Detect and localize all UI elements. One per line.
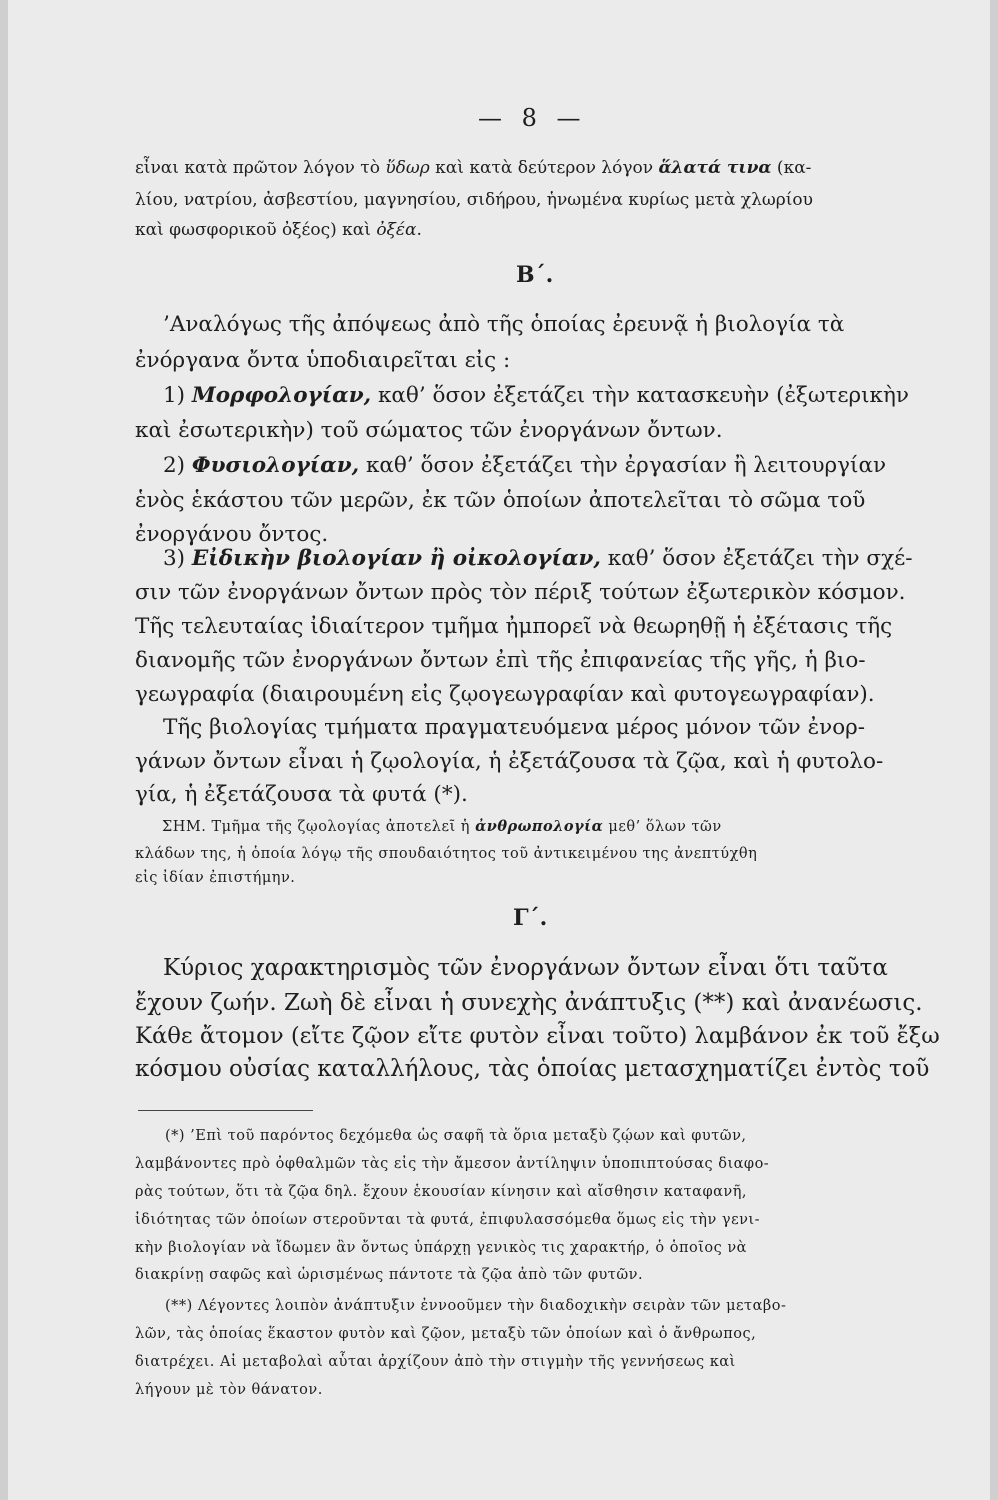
section-b-heading: Β΄.: [516, 262, 554, 288]
note-line-2: κλάδων της, ἡ ὁποία λόγῳ τῆς σπουδαιότητος τοῦ ἀντικειμένου της ἀνεπτύχθη: [135, 846, 758, 862]
list-item-3-cont-1: σιν τῶν ἐνοργάνων ὄντων πρὸς τὸν πέριξ τούτων ἐξωτερικὸν κόσμον.: [135, 580, 906, 605]
term-physiology: Φυσιολογίαν,: [191, 453, 360, 478]
note-line-3: εἰς ἰδίαν ἐπιστήμην.: [135, 870, 296, 886]
section-c-line-2: ἔχουν ζωήν. Ζωὴ δὲ εἶναι ἡ συνεχὴς ἀνάπτυξις (**) καὶ ἀνανέωσις.: [135, 990, 923, 1016]
left-page-edge: [0, 0, 8, 1500]
footnote-2-line-1: (**) Λέγοντες λοιπὸν ἀνάπτυξιν ἐννοοῦμεν τὴν διαδοχικὴν σειρὰν τῶν μεταβο-: [165, 1298, 787, 1314]
section-c-line-4: κόσμου οὐσίας καταλλήλους, τὰς ὁποίας μετασχηματίζει ἐντὸς τοῦ: [135, 1056, 930, 1082]
section-b-p2-line-3: γία, ἡ ἐξετάζουσα τὰ φυτά (*).: [135, 782, 468, 807]
section-b-p1-line-2: ἐνόργανα ὄντα ὑποδιαιρεῖται εἰς :: [135, 348, 511, 373]
footnote-1-line-1: (*) ’Επὶ τοῦ παρόντος δεχόμεθα ὡς σαφῆ τὰ ὅρια μεταξὺ ζῴων καὶ φυτῶν,: [165, 1128, 747, 1144]
intro-line-2: λίου, νατρίου, ἀσβεστίου, μαγνησίου, σιδήρου, ἡνωμένα κυρίως μετὰ χλωρίου: [135, 190, 813, 210]
list-item-3: 3) Εἰδικὴν βιολογίαν ἢ οἰκολογίαν, καθ’ ὅσον ἐξετάζει τὴν σχέ-: [163, 546, 913, 571]
footnote-2-line-4: λήγουν μὲ τὸν θάνατον.: [135, 1382, 323, 1398]
footnote-2-line-2: λῶν, τὰς ὁποίας ἕκαστον φυτὸν καὶ ζῷον, μεταξὺ τῶν ὁποίων καὶ ὁ ἄνθρωπος,: [135, 1326, 757, 1342]
term-morphology: Μορφολογίαν,: [191, 383, 372, 408]
page-number: — 8 —: [478, 104, 587, 132]
footnote-1-line-4: ἰδιότητας τῶν ὁποίων στεροῦνται τὰ φυτά, ἐπιφυλασσόμεθα ὅμως εἰς τὴν γενι-: [135, 1212, 761, 1228]
list-item-2-cont-2: ἐνοργάνου ὄντος.: [135, 522, 329, 547]
intro-line-1: εἶναι κατὰ πρῶτον λόγον τὸ ὕδωρ καὶ κατὰ δεύτερον λόγον ἅλατά τινα (κα-: [135, 158, 812, 178]
list-item-3-cont-4: γεωγραφία (διαιρουμένη εἰς ζῳογεωγραφίαν καὶ φυτογεωγραφίαν).: [135, 682, 875, 707]
list-item-3-cont-2: Τῆς τελευταίας ἰδιαίτερον τμῆμα ἠμπορεῖ νὰ θεωρηθῇ ἡ ἐξέτασις τῆς: [135, 614, 893, 639]
section-b-p1-line-1: ’Αναλόγως τῆς ἀπόψεως ἀπὸ τῆς ὁποίας ἐρευνᾷ ἡ βιολογία τὰ: [163, 312, 845, 337]
footnote-1-line-6: διακρίνῃ σαφῶς καὶ ὡρισμένως πάντοτε τὰ ζῷα ἀπὸ τῶν φυτῶν.: [135, 1267, 644, 1283]
list-item-2: 2) Φυσιολογίαν, καθ’ ὅσον ἐξετάζει τὴν ἐργασίαν ἢ λειτουργίαν: [163, 453, 887, 478]
list-item-3-cont-3: διανομῆς τῶν ἐνοργάνων ὄντων ἐπὶ τῆς ἐπιφανείας τῆς γῆς, ἡ βιο-: [135, 648, 866, 673]
section-c-heading: Γ΄.: [513, 905, 548, 931]
footnote-rule: [138, 1110, 313, 1111]
term-ecology: Εἰδικὴν βιολογίαν ἢ οἰκολογίαν,: [191, 546, 601, 571]
note-line-1: ΣΗΜ. Τμῆμα τῆς ζῳολογίας ἀποτελεῖ ἡ ἀνθρωπολογία μεθ’ ὅλων τῶν: [162, 818, 722, 835]
list-item-1: 1) Μορφολογίαν, καθ’ ὅσον ἐξετάζει τὴν κατασκευὴν (ἐξωτερικὴν: [163, 383, 909, 408]
intro-line-3: καὶ φωσφορικοῦ ὀξέος) καὶ ὀξέα.: [135, 220, 422, 240]
list-item-1-cont: καὶ ἐσωτερικὴν) τοῦ σώματος τῶν ἐνοργάνων ὄντων.: [135, 418, 723, 443]
section-b-p2-line-2: γάνων ὄντων εἶναι ἡ ζῳολογία, ἡ ἐξετάζουσα τὰ ζῷα, καὶ ἡ φυτολο-: [135, 749, 884, 774]
footnote-1-line-5: κὴν βιολογίαν νὰ ἴδωμεν ἂν ὄντως ὑπάρχῃ γενικὸς τις χαρακτήρ, ὁ ὁποῖος νὰ: [135, 1240, 747, 1256]
footnote-1-line-3: ρὰς τούτων, ὅτι τὰ ζῷα δηλ. ἔχουν ἑκουσίαν κίνησιν καὶ αἴσθησιν καταφανῆ,: [135, 1184, 748, 1200]
footnote-1-line-2: λαμβάνοντες πρὸ ὀφθαλμῶν τὰς εἰς τὴν ἄμεσον ἀντίληψιν ὑποπιπτούσας διαφο-: [135, 1156, 770, 1172]
list-item-2-cont-1: ἑνὸς ἑκάστου τῶν μερῶν, ἐκ τῶν ὁποίων ἀποτελεῖται τὸ σῶμα τοῦ: [135, 488, 866, 513]
footnote-2-line-3: διατρέχει. Αἱ μεταβολαὶ αὗται ἀρχίζουν ἀπὸ τὴν στιγμὴν τῆς γεννήσεως καὶ: [135, 1354, 736, 1370]
section-b-p2-line-1: Τῆς βιολογίας τμήματα πραγματευόμενα μέρος μόνον τῶν ἐνορ-: [163, 715, 866, 740]
right-page-edge: [990, 0, 998, 1500]
section-c-line-3: Κάθε ἄτομον (εἴτε ζῷον εἴτε φυτὸν εἶναι τοῦτο) λαμβάνον ἐκ τοῦ ἔξω: [135, 1023, 940, 1049]
section-c-line-1: Κύριος χαρακτηρισμὸς τῶν ἐνοργάνων ὄντων εἶναι ὅτι ταῦτα: [163, 955, 888, 981]
